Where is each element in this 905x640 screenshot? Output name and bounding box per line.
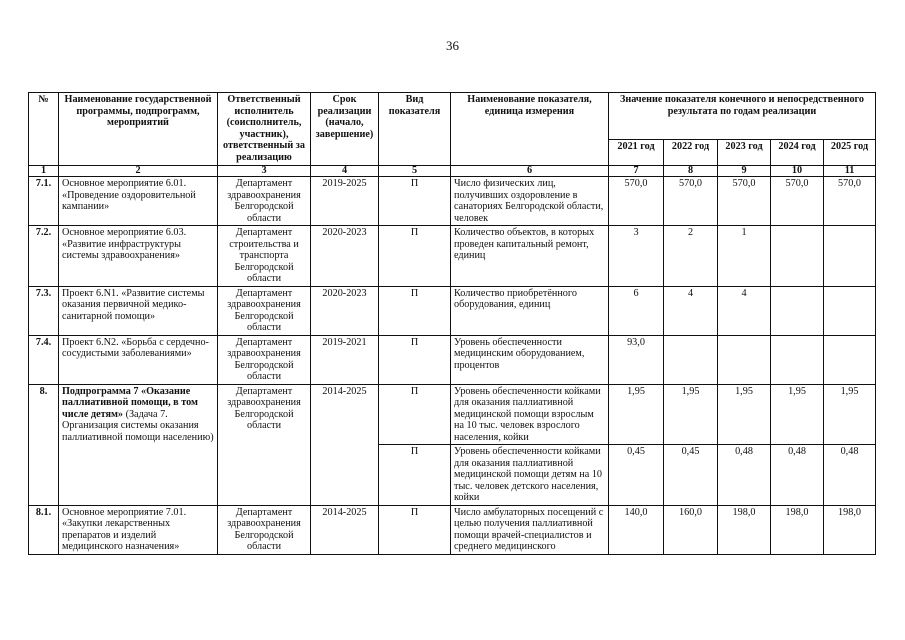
- row-indicator: Количество объектов, в которых проведен капитальный ремонт, единиц: [451, 226, 609, 287]
- row-value: 140,0: [609, 505, 664, 554]
- row-name: Основное мероприятие 6.03. «Развитие инфраструктуры системы здравоохранения»: [59, 226, 218, 287]
- header-type: Вид показателя: [379, 93, 451, 166]
- column-index: 5: [379, 166, 451, 177]
- row-value: [771, 226, 824, 287]
- row-number: 7.1.: [29, 177, 59, 226]
- row-value: 1,95: [664, 384, 718, 445]
- subprogram-title: Подпрограмма 7 «Оказание паллиативной помощи, в том числе детям»: [62, 385, 198, 420]
- row-number: 7.3.: [29, 286, 59, 335]
- row-indicator: Уровень обеспеченности койками для оказания паллиативной медицинской помощи детям на 10 тыс. человек детского населения, койки: [451, 445, 609, 506]
- row-value: [824, 335, 876, 384]
- row-value: 1,95: [824, 384, 876, 445]
- row-executor: Департамент здравоохранения Белгородской области: [218, 335, 311, 384]
- column-index: 2: [59, 166, 218, 177]
- header-no: №: [29, 93, 59, 166]
- column-index: 3: [218, 166, 311, 177]
- row-value: [718, 335, 771, 384]
- row-value: 198,0: [718, 505, 771, 554]
- row-value: 570,0: [824, 177, 876, 226]
- column-index: 7: [609, 166, 664, 177]
- row-type: П: [379, 505, 451, 554]
- row-value: [824, 226, 876, 287]
- row-term: 2019-2021: [311, 335, 379, 384]
- column-index: 6: [451, 166, 609, 177]
- table-row: [29, 384, 876, 445]
- row-name: Проект 6.N2. «Борьба с сердечно-сосудистыми заболеваниями»: [59, 335, 218, 384]
- row-value: 570,0: [718, 177, 771, 226]
- column-index: 11: [824, 166, 876, 177]
- row-term: 2019-2025: [311, 177, 379, 226]
- row-name: Основное мероприятие 7.01. «Закупки лекарственных препаратов и изделий медицинского назначения»: [59, 505, 218, 554]
- row-term: 2020-2023: [311, 286, 379, 335]
- table-row: [29, 226, 876, 287]
- row-indicator: Уровень обеспеченности медицинским оборудованием, процентов: [451, 335, 609, 384]
- row-value: 198,0: [824, 505, 876, 554]
- row-value: 0,48: [771, 445, 824, 506]
- row-type: П: [379, 286, 451, 335]
- row-value: 0,48: [824, 445, 876, 506]
- row-value: 198,0: [771, 505, 824, 554]
- row-value: 1,95: [718, 384, 771, 445]
- column-index: 8: [664, 166, 718, 177]
- row-executor: Департамент здравоохранения Белгородской области: [218, 177, 311, 226]
- row-value: 1,95: [609, 384, 664, 445]
- table-row: [29, 177, 876, 226]
- header-indicator: Наименование показателя, единица измерения: [451, 93, 609, 166]
- row-term: 2014-2025: [311, 384, 379, 505]
- row-value: 93,0: [609, 335, 664, 384]
- row-value: 570,0: [664, 177, 718, 226]
- header-year: 2022 год: [664, 139, 718, 165]
- row-indicator: Уровень обеспеченности койками для оказания паллиативной медицинской помощи взрослым на 10 тыс. человек взрослого населения, койки: [451, 384, 609, 445]
- row-value: [771, 286, 824, 335]
- row-term: 2020-2023: [311, 226, 379, 287]
- row-value: 570,0: [771, 177, 824, 226]
- row-value: [771, 335, 824, 384]
- row-executor: Департамент строительства и транспорта Белгородской области: [218, 226, 311, 287]
- column-index: 9: [718, 166, 771, 177]
- row-value: 0,48: [718, 445, 771, 506]
- table-row: [29, 505, 876, 554]
- row-value: 0,45: [664, 445, 718, 506]
- row-executor: Департамент здравоохранения Белгородской области: [218, 505, 311, 554]
- column-index-row: [29, 166, 876, 177]
- row-type: П: [379, 335, 451, 384]
- row-executor: Департамент здравоохранения Белгородской области: [218, 384, 311, 505]
- row-type: П: [379, 445, 451, 506]
- column-index: 10: [771, 166, 824, 177]
- row-type: П: [379, 384, 451, 445]
- row-value: 0,45: [609, 445, 664, 506]
- header-row: [29, 93, 876, 140]
- row-value: 4: [718, 286, 771, 335]
- table-row: [29, 335, 876, 384]
- header-executor: Ответственный исполнитель (соисполнитель, участник), ответственный за реализацию: [218, 93, 311, 166]
- column-index: 1: [29, 166, 59, 177]
- row-term: 2014-2025: [311, 505, 379, 554]
- row-value: 160,0: [664, 505, 718, 554]
- row-value: [824, 286, 876, 335]
- row-indicator: Число амбулаторных посещений с целью получения паллиативной помощи врачей-специалистов и среднего медицинского: [451, 505, 609, 554]
- indicators-table: [28, 92, 876, 555]
- header-values-group: Значение показателя конечного и непосредственного результата по годам реализации: [609, 93, 876, 140]
- header-year: 2023 год: [718, 139, 771, 165]
- row-value: 570,0: [609, 177, 664, 226]
- row-value: 3: [609, 226, 664, 287]
- subprogram-task: (Задача 7. Организация системы оказания паллиативной помощи населению): [62, 408, 214, 443]
- row-number: 8.1.: [29, 505, 59, 554]
- row-name: Основное мероприятие 6.01. «Проведение оздоровительной кампании»: [59, 177, 218, 226]
- row-value: [664, 335, 718, 384]
- row-value: 4: [664, 286, 718, 335]
- page-number: 36: [446, 38, 459, 53]
- row-number: 7.2.: [29, 226, 59, 287]
- header-name: Наименование государственной программы, подпрограмм, мероприятий: [59, 93, 218, 166]
- row-number: 8.: [29, 384, 59, 505]
- row-value: 1: [718, 226, 771, 287]
- row-value: 6: [609, 286, 664, 335]
- row-value: 2: [664, 226, 718, 287]
- table-row: [29, 286, 876, 335]
- row-name: [59, 384, 218, 505]
- header-year: 2021 год: [609, 139, 664, 165]
- row-indicator: Количество приобретённого оборудования, единиц: [451, 286, 609, 335]
- row-executor: Департамент здравоохранения Белгородской области: [218, 286, 311, 335]
- column-index: 4: [311, 166, 379, 177]
- row-value: 1,95: [771, 384, 824, 445]
- header-term: Срок реализации (начало, завершение): [311, 93, 379, 166]
- header-year: 2024 год: [771, 139, 824, 165]
- row-name: Проект 6.N1. «Развитие системы оказания первичной медико-санитарной помощи»: [59, 286, 218, 335]
- row-number: 7.4.: [29, 335, 59, 384]
- header-year: 2025 год: [824, 139, 876, 165]
- row-type: П: [379, 226, 451, 287]
- row-indicator: Число физических лиц, получивших оздоровление в санаториях Белгородской области, человек: [451, 177, 609, 226]
- row-type: П: [379, 177, 451, 226]
